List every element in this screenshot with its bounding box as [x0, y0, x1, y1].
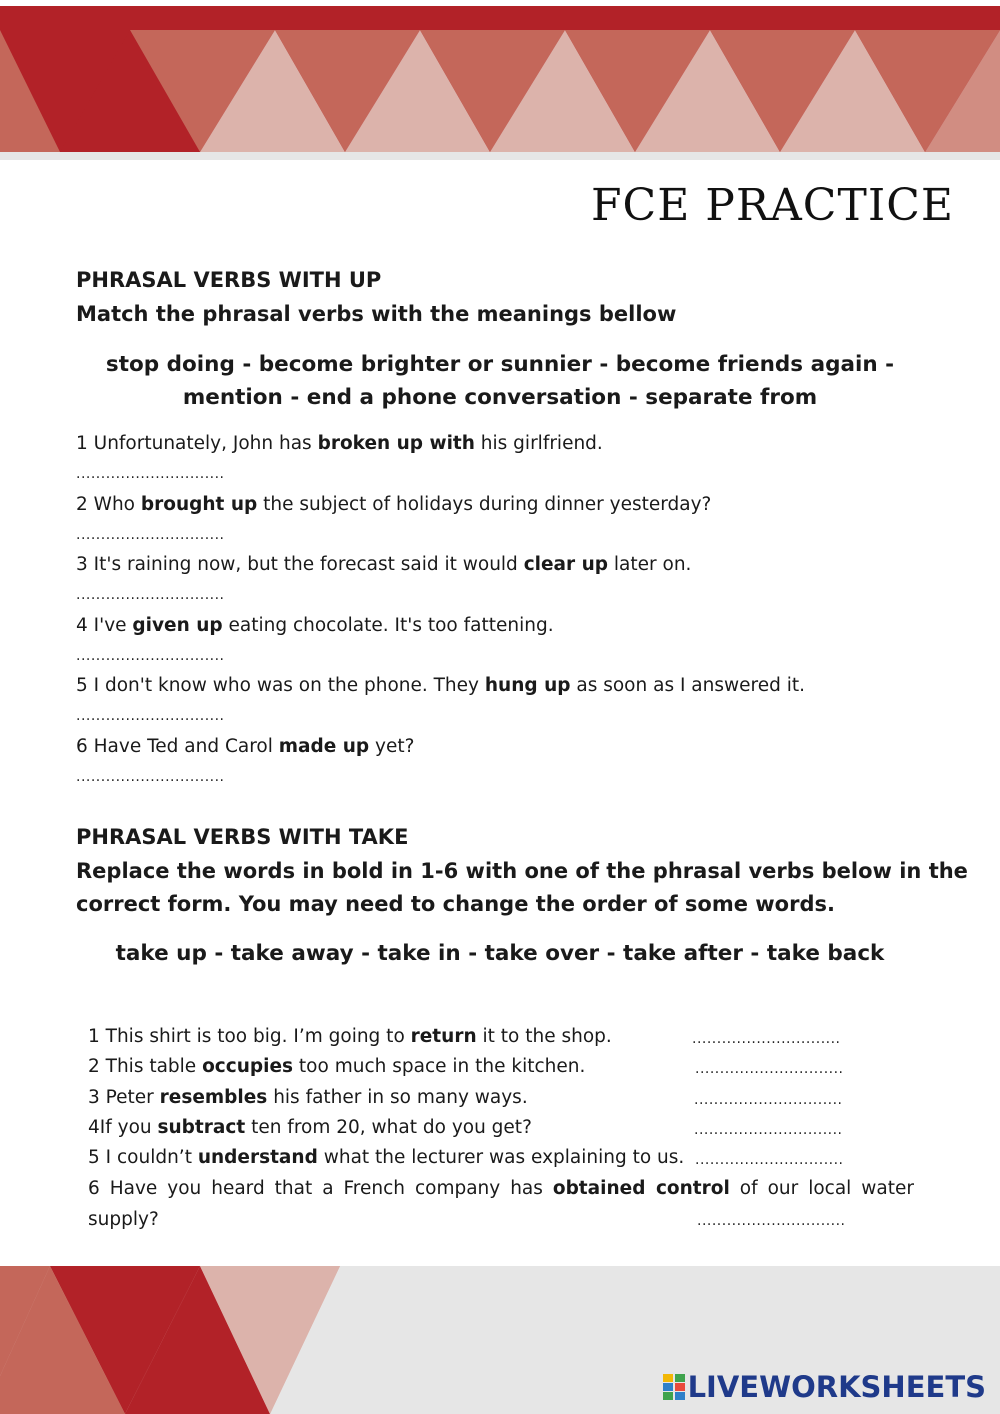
section2-question-6-line2: supply? — [88, 1208, 159, 1230]
question-bold-phrase: given up — [132, 614, 223, 636]
answer-blank[interactable]: .............................. — [694, 1091, 843, 1108]
section2-heading: PHRASAL VERBS WITH TAKE — [76, 825, 409, 849]
question-bold-phrase: occupies — [202, 1056, 294, 1078]
question-bold-phrase: understand — [197, 1147, 318, 1169]
question-text: too much space in the kitchen. — [293, 1056, 586, 1078]
section2-question-1 — [88, 1026, 612, 1047]
answer-blank[interactable]: .............................. — [695, 1152, 844, 1169]
section2-instruction-line1: Replace the words in bold in 1-6 with one of the phrasal verbs below in the — [76, 859, 968, 883]
question-bold-phrase: hung up — [484, 675, 571, 696]
question-text: 3 Peter — [88, 1086, 160, 1108]
question-text: his girlfriend. — [474, 433, 603, 454]
question-text: yet? — [369, 735, 415, 757]
section2-instruction-line2: correct form. You may need to change the order of some words. — [76, 892, 835, 916]
section1-question-4 — [76, 615, 554, 636]
question-text: 1 This shirt is too big. I’m going to — [88, 1026, 411, 1047]
question-text: later on. — [608, 554, 692, 575]
question-text: 1 Unfortunately, John has — [76, 433, 318, 454]
question-text: as soon as I answered it. — [570, 675, 805, 696]
question-bold-phrase: broken up with — [317, 433, 475, 454]
answer-blank[interactable]: .............................. — [692, 1031, 841, 1047]
question-bold-phrase: brought up — [140, 493, 258, 515]
question-bold-phrase: resembles — [159, 1086, 268, 1108]
question-text: 3 It's raining now, but the forecast said it would — [76, 554, 524, 575]
answer-blank[interactable]: .............................. — [697, 1212, 846, 1229]
answer-blank[interactable]: .............................. — [76, 708, 225, 724]
question-text: 5 I couldn’t — [88, 1147, 198, 1169]
answer-blank[interactable]: .............................. — [694, 1121, 843, 1138]
answer-blank[interactable]: .............................. — [76, 466, 225, 482]
liveworksheets-logo — [663, 1370, 986, 1404]
question-text: what the lecturer was explaining to us. — [317, 1147, 685, 1169]
question-text: 2 This table — [88, 1056, 203, 1078]
liveworksheets-logo-icon — [663, 1374, 685, 1400]
question-text: it to the shop. — [476, 1026, 612, 1047]
answer-blank[interactable]: .............................. — [76, 587, 225, 603]
answer-blank[interactable]: .............................. — [695, 1061, 844, 1078]
answer-blank[interactable]: .............................. — [76, 647, 225, 664]
question-bold-phrase: made up — [278, 735, 370, 757]
section2-question-3 — [88, 1087, 528, 1108]
section2-question-4 — [88, 1117, 532, 1138]
section2-question-2 — [88, 1056, 585, 1077]
top-decorative-banner — [0, 0, 1000, 160]
question-text: 6 Have you heard that a French company has — [88, 1177, 553, 1199]
section1-heading: PHRASAL VERBS WITH UP — [76, 268, 382, 292]
section2-question-6 — [88, 1178, 914, 1199]
section1-question-1 — [76, 433, 603, 454]
section1-question-6 — [76, 736, 414, 757]
liveworksheets-logo-text: LIVEWORKSHEETS — [687, 1370, 986, 1404]
question-text: 4 I've — [76, 614, 133, 636]
answer-blank[interactable]: .............................. — [76, 526, 225, 543]
question-text: his father in so many ways. — [267, 1086, 528, 1108]
section1-question-2 — [76, 494, 711, 515]
question-text: the subject of holidays during dinner yesterday? — [257, 493, 712, 515]
question-text: eating chocolate. It's too fattening. — [222, 614, 554, 636]
question-bold-phrase: return — [410, 1026, 477, 1047]
question-text: 6 Have Ted and Carol — [76, 735, 279, 757]
section2-wordbank: take up - take away - take in - take over - take after - take back — [115, 941, 885, 966]
question-bold-phrase: obtained control — [552, 1177, 730, 1199]
question-bold-phrase: clear up — [523, 554, 609, 575]
section2-question-5 — [88, 1147, 684, 1168]
section1-question-5 — [76, 675, 805, 696]
question-text: of our local water — [729, 1177, 914, 1199]
page-title: FCE PRACTICE — [591, 180, 954, 231]
question-text: 5 I don't know who was on the phone. They — [76, 675, 485, 696]
section1-question-3 — [76, 554, 691, 575]
section1-wordbank-line2: mention - end a phone conversation - separate from — [182, 385, 818, 410]
question-text: 2 Who — [76, 493, 141, 515]
section1-instruction: Match the phrasal verbs with the meanings bellow — [76, 302, 677, 326]
question-text: ten from 20, what do you get? — [245, 1116, 532, 1138]
answer-blank[interactable]: .............................. — [76, 768, 225, 785]
question-bold-phrase: subtract — [157, 1116, 246, 1138]
section1-wordbank-line1: stop doing - become brighter or sunnier - become friends again - — [105, 352, 895, 377]
question-text: 4If you — [88, 1116, 158, 1138]
